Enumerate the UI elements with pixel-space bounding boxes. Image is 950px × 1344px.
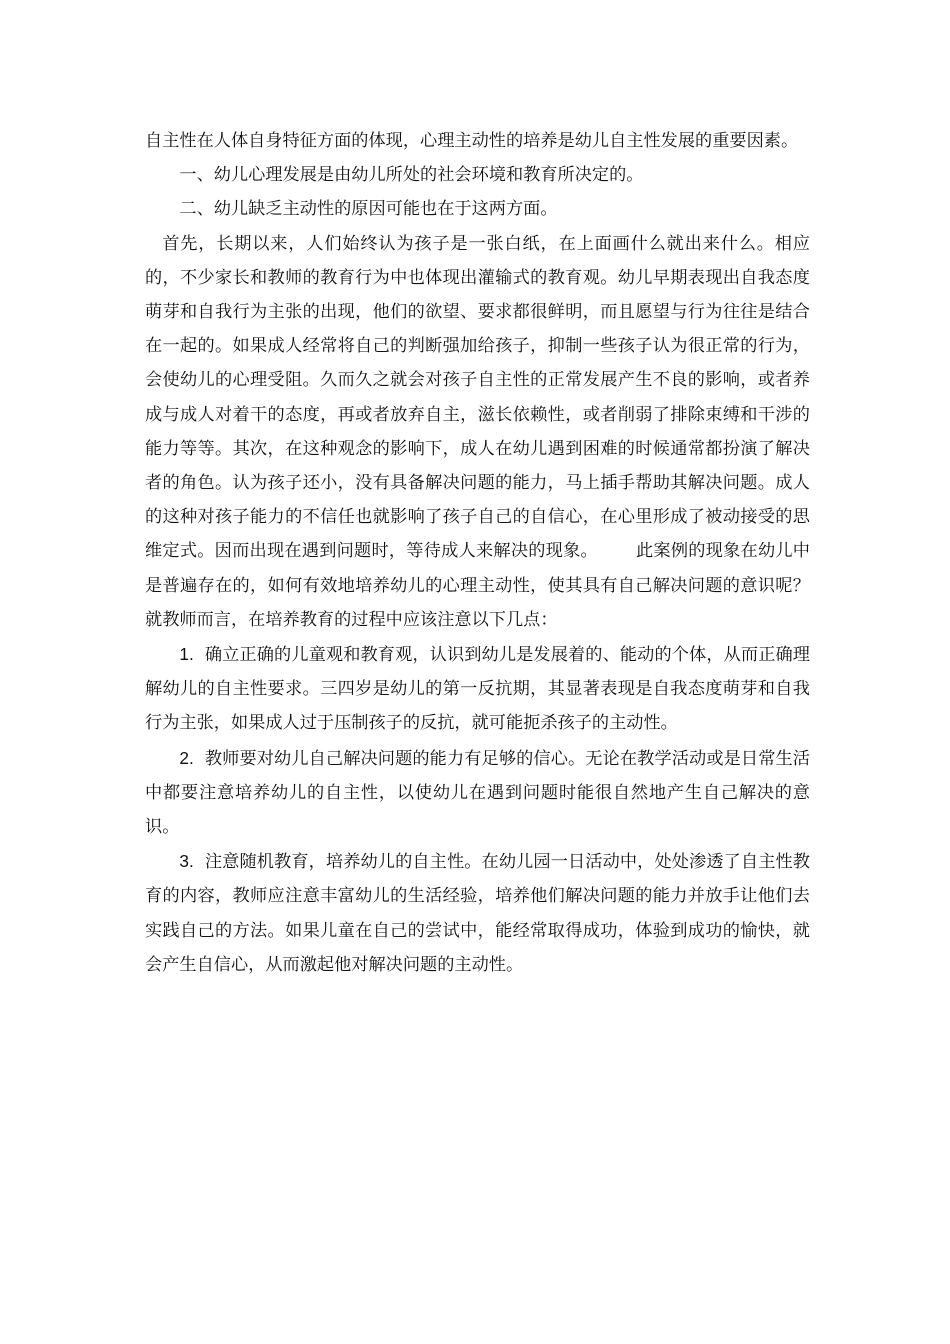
analysis-part-one: 首先，长期以来，人们始终认为孩子是一张白纸，在上面画什么就出来什么。相应的，不少家长和教师的教育行为中也体现出灌输式的教育观。幼儿早期表现出自我态度萌芽和自我行为主张的出现，他们的欲望、要求都很鲜明，而且愿望与行为往往是结合在一起的。如果成人经常将自己的判断强加给孩子，抑制一些孩子认为很正常的行为，会使幼儿的心理受阻。久而久之就会对孩子自主性的正常发展产生不良的影响，或者养成与成人对着干的态度，再或者放弃自主，滋长依赖性，或者削弱了排除束缚和干涉的能力等等。其次，在这种观念的影响下，成人在幼儿遇到困难的时候通常都扮演了解决者的角色。认为孩子还小，没有具备解决问题的能力，马上插手帮助其解决问题。成人的这种对孩子能力的不信任也就影响了孩子自己的自信心，在心里形成了被动接受的思维定式。因而出现在遇到问题时，等待成人来解决的现象。 — [145, 233, 810, 562]
list-item-text: 注意随机教育，培养幼儿的自主性。在幼儿园一日活动中，处处渗透了自主性教育的内容，教师应注意丰富幼儿的生活经验，培养他们解决问题的能力并放手让他们去实践自己的方法。如果儿童在自己的尝试中，能经常取得成功，体验到成功的愉快，就会产生自信心，从而激起他对解决问题的主动性。 — [145, 852, 810, 975]
point-one-paragraph: 一、幼儿心理发展是由幼儿所处的社会环境和教育所决定的。 — [179, 165, 644, 186]
list-item-number: 3. — [179, 851, 194, 872]
analysis-part-two: 此案例的现象在幼儿中是普遍存在的，如何有效地培养幼儿的心理主动性，使其具有自己解决问题的意识呢？就教师而言，在培养教育的过程中应该注意以下几点： — [145, 541, 810, 630]
list-item-text: 教师要对幼儿自己解决问题的能力有足够的信心。无论在教学活动或是日常生活中都要注意培养幼儿的自主性，以使幼儿在遇到问题时能很自然地产生自己解决的意识。 — [145, 748, 810, 838]
list-item-1 — [145, 637, 810, 741]
document-page — [145, 124, 810, 982]
list-item-2 — [145, 741, 810, 845]
list-item-3 — [145, 844, 810, 982]
intro-paragraph: 自主性在人体自身特征方面的体现，心理主动性的培养是幼儿自主性发展的重要因素。 — [145, 131, 799, 151]
point-two-paragraph: 二、幼儿缺乏主动性的原因可能也在于这两方面。 — [179, 199, 558, 220]
list-item-number: 1. — [179, 644, 194, 665]
list-item-number: 2. — [179, 747, 194, 768]
analysis-paragraph — [145, 227, 810, 637]
list-item-text: 确立正确的儿童观和教育观，认识到幼儿是发展着的、能动的个体，从而正确理解幼儿的自主性要求。三四岁是幼儿的第一反抗期，其显著表现是自我态度萌芽和自我行为主张，如果成人过于压制孩子的反抗，就可能扼杀孩子的主动性。 — [145, 645, 810, 734]
